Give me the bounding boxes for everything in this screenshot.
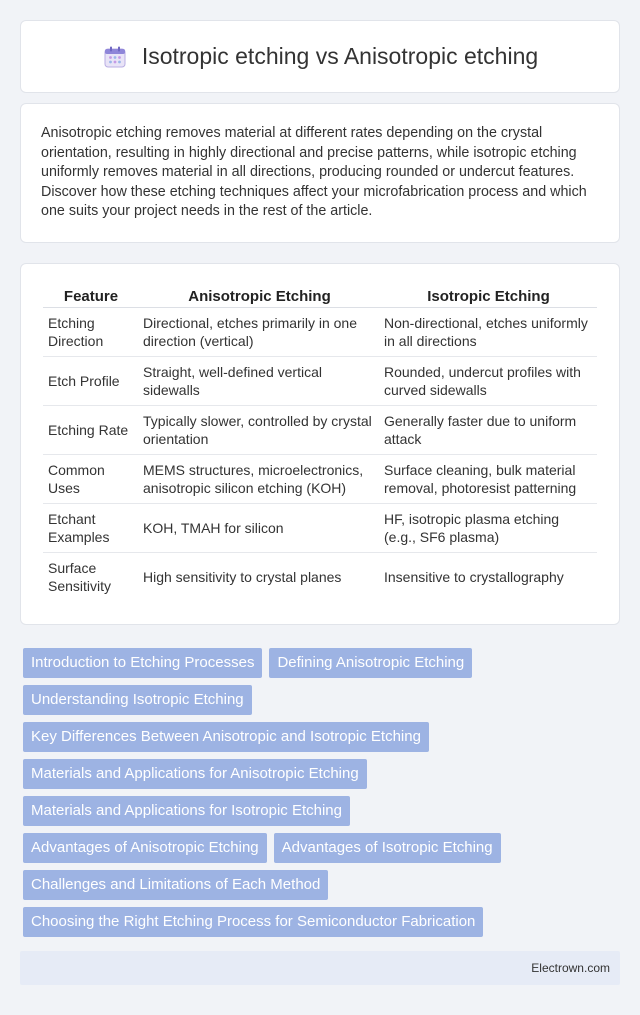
column-header-isotropic: Isotropic Etching — [380, 284, 597, 308]
table-row — [43, 357, 597, 406]
table-cell-anisotropic: Straight, well-defined vertical sidewalls — [139, 357, 380, 406]
calendar-icon — [102, 44, 128, 70]
table-cell-isotropic: Insensitive to crystallography — [384, 569, 564, 586]
column-header-anisotropic: Anisotropic Etching — [139, 284, 380, 308]
table-cell-feature: Etching Direction — [43, 308, 139, 357]
table-cell-anisotropic: Directional, etches primarily in one direction (vertical) — [139, 308, 380, 357]
table-cell-feature: Etch Profile — [43, 357, 139, 406]
title-wrap — [102, 43, 538, 70]
table-cell-isotropic: Surface cleaning, bulk material removal, photoresist patterning — [380, 455, 597, 504]
table-cell-anisotropic: High sensitivity to crystal planes — [143, 569, 342, 586]
tag-row — [23, 833, 623, 863]
footer — [20, 951, 620, 985]
tag-link[interactable]: Advantages of Anisotropic Etching — [23, 833, 267, 863]
tag-row — [23, 648, 623, 678]
table-cell-feature: Etching Rate — [43, 406, 139, 455]
table-row — [43, 455, 597, 504]
table-cell-anisotropic: KOH, TMAH for silicon — [139, 504, 380, 553]
footer-site-name: Electrown.com — [531, 961, 610, 975]
tag-link[interactable]: Understanding Isotropic Etching — [23, 685, 252, 715]
tag-row — [23, 685, 623, 715]
comparison-table-card — [20, 263, 620, 625]
intro-card — [20, 103, 620, 243]
tag-row — [23, 759, 623, 789]
title-card — [20, 20, 620, 93]
topic-tags — [23, 648, 623, 944]
table-cell-isotropic: Non-directional, etches uniformly in all directions — [380, 308, 597, 357]
table-row — [43, 504, 597, 553]
table-cell-isotropic: Rounded, undercut profiles with curved sidewalls — [380, 357, 597, 406]
comparison-table — [43, 284, 597, 602]
tag-link[interactable]: Advantages of Isotropic Etching — [274, 833, 501, 863]
tag-link[interactable]: Key Differences Between Anisotropic and Isotropic Etching — [23, 722, 429, 752]
table-header-row — [43, 284, 597, 308]
table-cell-feature: Common Uses — [43, 455, 139, 504]
tag-link[interactable]: Materials and Applications for Isotropic Etching — [23, 796, 350, 826]
page-title: Isotropic etching vs Anisotropic etching — [141, 43, 539, 69]
tag-row — [23, 796, 623, 826]
table-cell-anisotropic: MEMS structures, microelectronics, anisotropic silicon etching (KOH) — [139, 455, 380, 504]
tag-link[interactable]: Materials and Applications for Anisotropic Etching — [23, 759, 367, 789]
tag-row — [23, 907, 623, 937]
column-header-feature: Feature — [43, 284, 139, 308]
tag-link[interactable]: Choosing the Right Etching Process for Semiconductor Fabrication — [23, 907, 483, 937]
table-cell-isotropic: HF, isotropic plasma etching (e.g., SF6 plasma) — [380, 504, 597, 553]
table-cell-isotropic: Generally faster due to uniform attack — [380, 406, 597, 455]
tag-row — [23, 722, 623, 752]
tag-link[interactable]: Defining Anisotropic Etching — [269, 648, 472, 678]
table-cell-anisotropic: Typically slower, controlled by crystal orientation — [139, 406, 380, 455]
table-row — [43, 406, 597, 455]
intro-paragraph: Anisotropic etching removes material at different rates depending on the crystal orientation, resulting in highly directional and precise patterns, while isotropic etching uniformly removes material in all directions, producing rounded or undercut features. Discover how these etching techniques affect your microfabrication process and which one suits your project needs in the rest of the article. — [41, 125, 587, 219]
table-cell-feature: Etchant Examples — [43, 504, 139, 553]
table-cell-feature: Surface Sensitivity — [48, 560, 112, 595]
table-row — [43, 553, 597, 602]
tag-link[interactable]: Challenges and Limitations of Each Method — [23, 870, 328, 900]
table-row — [43, 308, 597, 357]
tag-row — [23, 870, 623, 900]
tag-link[interactable]: Introduction to Etching Processes — [23, 648, 262, 678]
